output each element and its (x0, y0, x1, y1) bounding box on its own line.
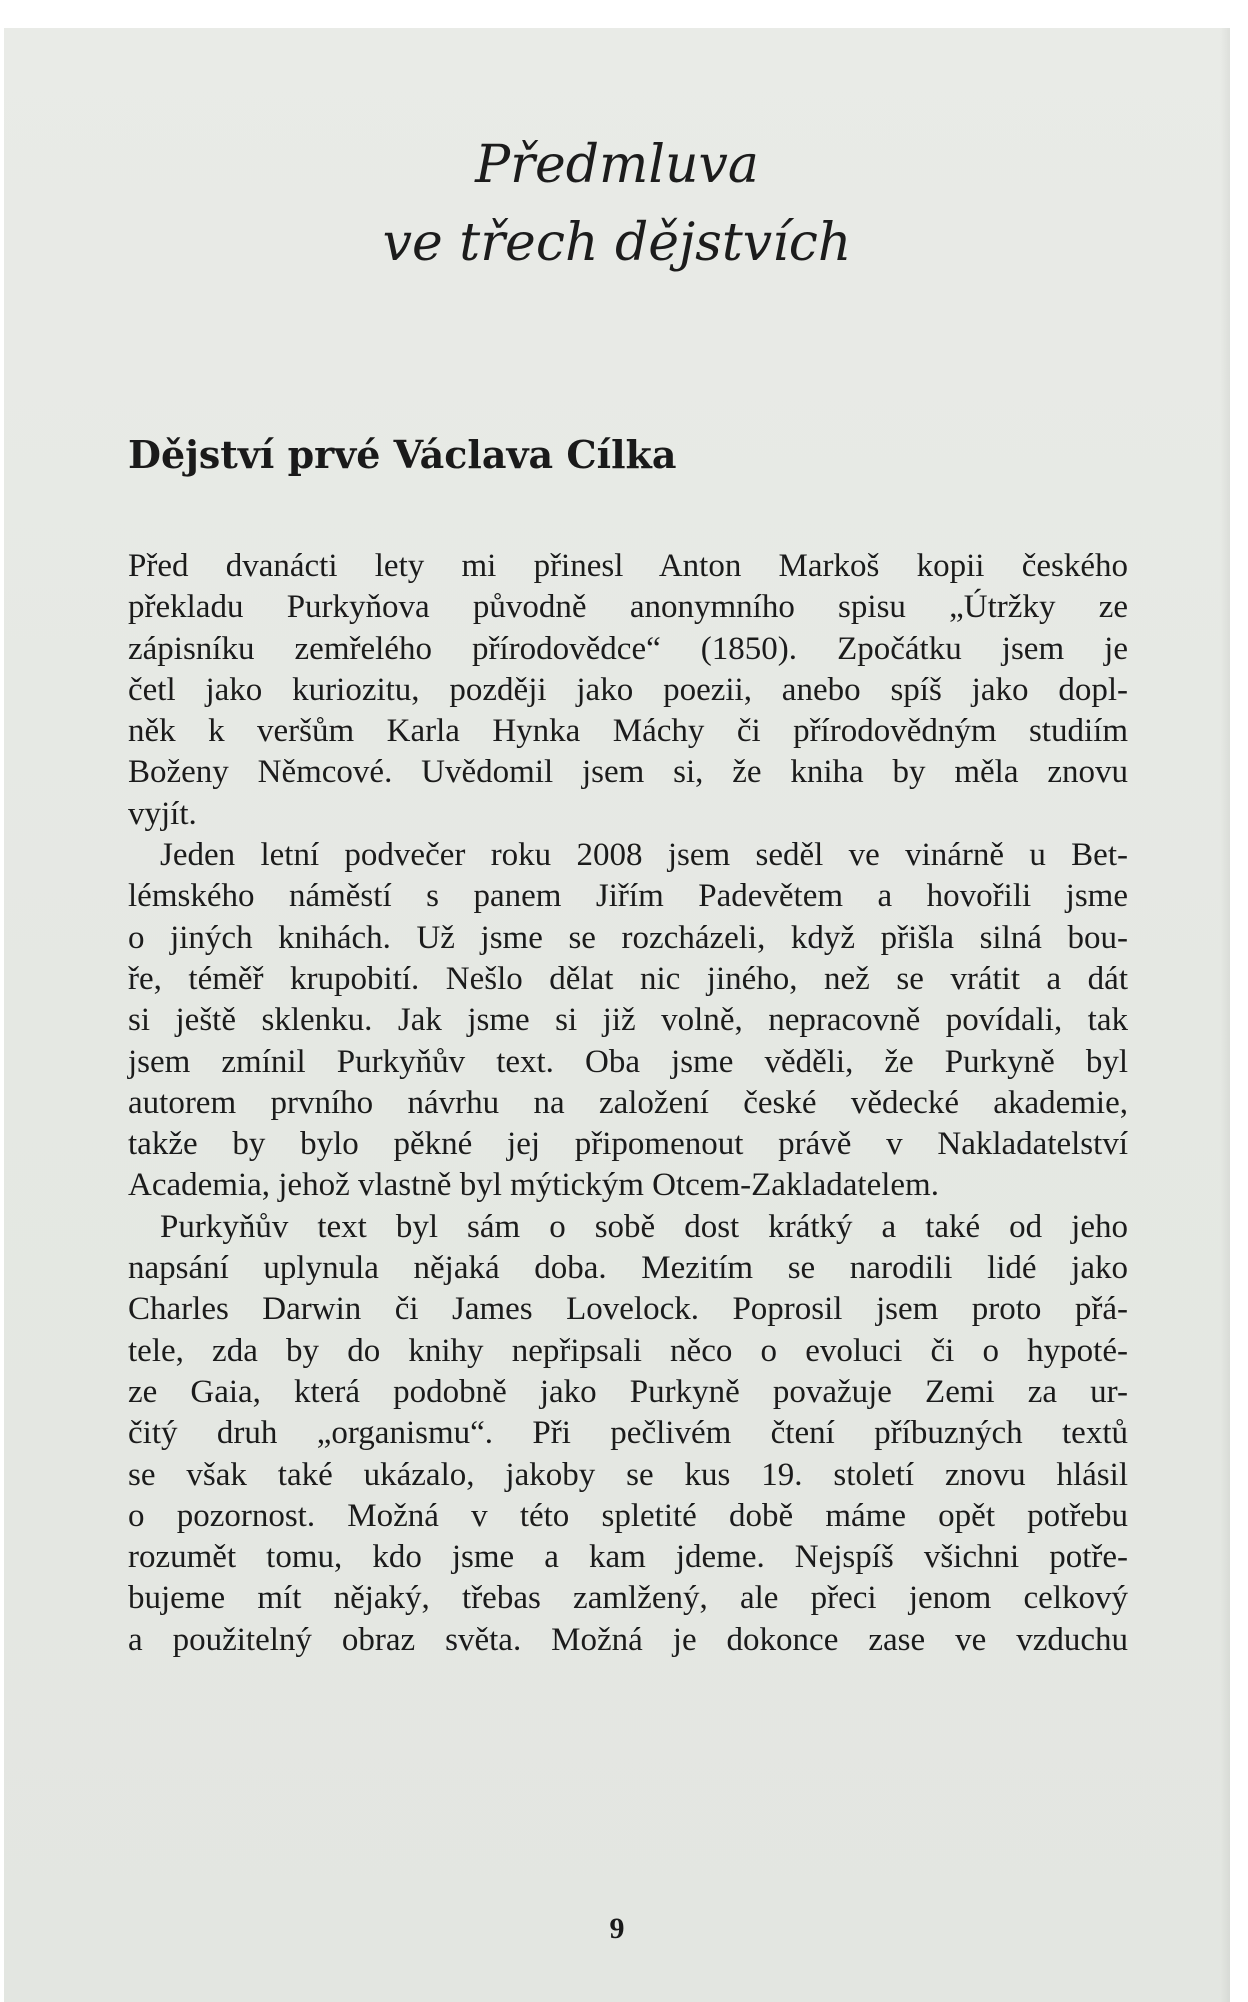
page-edge-shadow (1220, 28, 1230, 2002)
text-line: Před dvanácti lety mi přinesl Anton Markoš kopii českého (128, 548, 1128, 584)
text-line: napsání uplynula nějaká doba. Mezitím se narodili lidé jako (128, 1250, 1128, 1287)
text-line: Charles Darwin či James Lovelock. Poprosil jsem proto přá- (128, 1291, 1128, 1328)
text-line: lémského náměstí s panem Jiřím Padevětem a hovořili jsme (128, 878, 1128, 915)
text-line: Academia, jehož vlastně byl mýtickým Otcem-Zakladatelem. (128, 1167, 939, 1204)
title-line-1: Předmluva (475, 135, 759, 195)
text-line: Purkyňův text byl sám o sobě dost krátký a také od jeho (160, 1208, 1128, 1245)
book-page (4, 28, 1230, 2002)
text-line: rozumět tomu, kdo jsme a kam jdeme. Nejspíš všichni potře- (128, 1539, 1128, 1576)
paragraph-1 (128, 546, 1128, 835)
paragraph-2 (128, 835, 1128, 1207)
page-title (4, 126, 1230, 282)
text-line: překladu Purkyňova původně anonymního spisu „Útržky ze (128, 589, 1128, 626)
section-heading: Dějství prvé Václava Cílka (128, 432, 677, 477)
text-line: ze Gaia, která podobně jako Purkyně považuje Zemi za ur- (128, 1373, 1128, 1410)
text-line: si ještě sklenku. Jak jsme si již volně, nepracovně povídali, tak (128, 1002, 1128, 1039)
body-text (128, 546, 1128, 1661)
text-line: ře, téměř krupobití. Nešlo dělat nic jiného, než se vrátit a dát (128, 960, 1128, 997)
text-line: o jiných knihách. Už jsme se rozcházeli, když přišla silná bou- (128, 919, 1128, 956)
text-line: něk k veršům Karla Hynka Máchy či přírodovědným studiím (128, 713, 1128, 750)
page-number: 9 (609, 1912, 625, 1945)
paragraph-3 (128, 1207, 1128, 1661)
text-line: vyjít. (128, 795, 197, 832)
text-line: Jeden letní podvečer roku 2008 jsem seděl ve vinárně u Bet- (160, 837, 1128, 874)
text-line: čitý druh „organismu“. Při pečlivém čtení příbuzných textů (128, 1415, 1128, 1452)
text-line: tele, zda by do knihy nepřipsali něco o evoluci či o hypoté- (128, 1332, 1128, 1369)
text-line: Boženy Němcové. Uvědomil jsem si, že kniha by měla znovu (128, 754, 1128, 791)
text-line: takže by bylo pěkné jej připomenout právě v Nakladatelství (128, 1126, 1128, 1163)
text-line: četl jako kuriozitu, později jako poezii, anebo spíš jako dopl- (128, 671, 1128, 708)
text-line: zápisníku zemřelého přírodovědce“ (1850). Zpočátku jsem je (128, 630, 1128, 667)
title-line-2: ve třech dějstvích (382, 213, 852, 273)
text-line: a použitelný obraz světa. Možná je dokonce zase ve vzduchu (128, 1621, 1128, 1658)
text-line: se však také ukázalo, jakoby se kus 19. století znovu hlásil (128, 1456, 1128, 1493)
text-line: jsem zmínil Purkyňův text. Oba jsme věděli, že Purkyně byl (128, 1043, 1128, 1080)
text-line: bujeme mít nějaký, třebas zamlžený, ale přeci jenom celkový (128, 1580, 1128, 1617)
text-line: o pozornost. Možná v této spletité době máme opět potřebu (128, 1497, 1128, 1534)
text-line: autorem prvního návrhu na založení české vědecké akademie, (128, 1084, 1128, 1121)
